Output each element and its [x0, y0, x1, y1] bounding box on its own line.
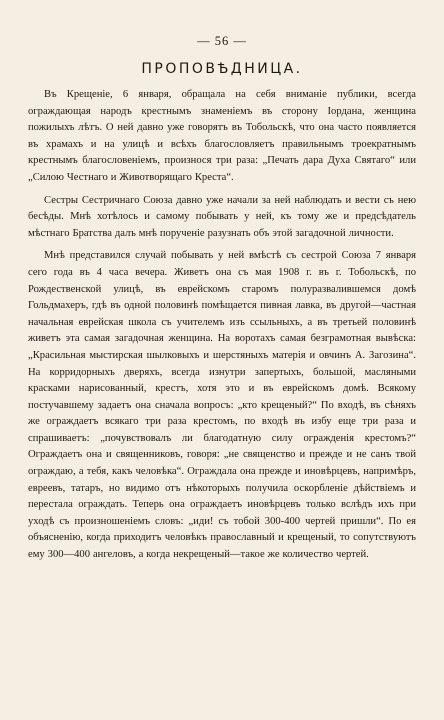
paragraph-1: Въ Крещеніе, 6 января, обращала на себя вниманіе публики, всегда ограждающая народъ крестнымъ знаменіемъ въ сторону Іордана, женщина пожилыхъ лѣтъ. О ней давно уже говорятъ въ Тобольскѣ, что она часто появляется въ храмахъ и на улицѣ и всѣхъ благословляетъ правильнымъ троекратнымъ крестнымъ благословеніемъ, произнося три раза: „Печать дара Духа Святаго“ или „Силою Честнаго и Животворящаго Креста“. [28, 89, 416, 183]
article-title: ПРОПОВѢДНИЦА. [141, 61, 303, 77]
page-number: — 56 — [197, 34, 247, 48]
paragraph-2: Сестры Сестричнаго Союза давно уже начали за ней наблюдать и вести съ нею бесѣды. Мнѣ хотѣлось и самому побывать у ней, къ тому же и предсѣдатель мѣстнаго Братства далъ мнѣ порученіе разузнать объ этой загадочной личности. [28, 194, 416, 239]
paragraph-3: Мнѣ представился случай побывать у ней вмѣстѣ съ сестрой Союза 7 января сего года въ 4 часа вечера. Живетъ она съ мая 1908 г. въ г. Тобольскѣ, по Рождественской улицѣ, въ еврейскомъ старомъ полуразвалившемся домѣ Гольдмахеръ, гдѣ въ одной половинѣ помѣщается пивная лавка, въ другой—частная начальная еврейская школа съ учителемъ изъ ссыльныхъ, а въ третьей половинѣ живетъ эта самая загадочная женщина. На воротахъ самая безграмотная вывѣска: „Красильная мыстирская шылковыхъ и шерстяныхъ матерія и овчинъ А. Загозина“. На корридорныхъ дверяхъ, всегда изнутри запертыхъ, большой, масляными красками нарисованный, крестъ, хотя это и въ еврейскомъ домѣ. Всякому постучавшему задаетъ она сначала вопросъ: „кто крещеный?“ По входѣ, въ сѣняхъ же ограждаетъ всякаго три раза крестомъ, по входѣ въ избу еще три раза и спрашиваетъ: „почувствовалъ ли благодатную силу огражденія крестомъ?“ Ограждаетъ она и священниковъ, говоря: „не священство и прежде и не санъ твой ограждаю, а тебя, какъ человѣка“. Ограждала она прежде и иновѣрцевъ, напримѣръ, евреевъ, татаръ, но видимо отъ нѣкоторыхъ получила оскорбленіе дѣйствіемъ и перестала ограждать. Теперь она ограждаетъ иновѣрцевъ только вслѣдъ ихъ при уходѣ съ произношеніемъ словъ: „иди! съ тобой 300-400 чертей пришли“. По ея объясненію, когда приходитъ человѣкъ православный и крещеный, то сопутствуютъ ему 300—400 ангеловъ, а когда некрещеный—такое же количество чертей. [28, 250, 416, 561]
